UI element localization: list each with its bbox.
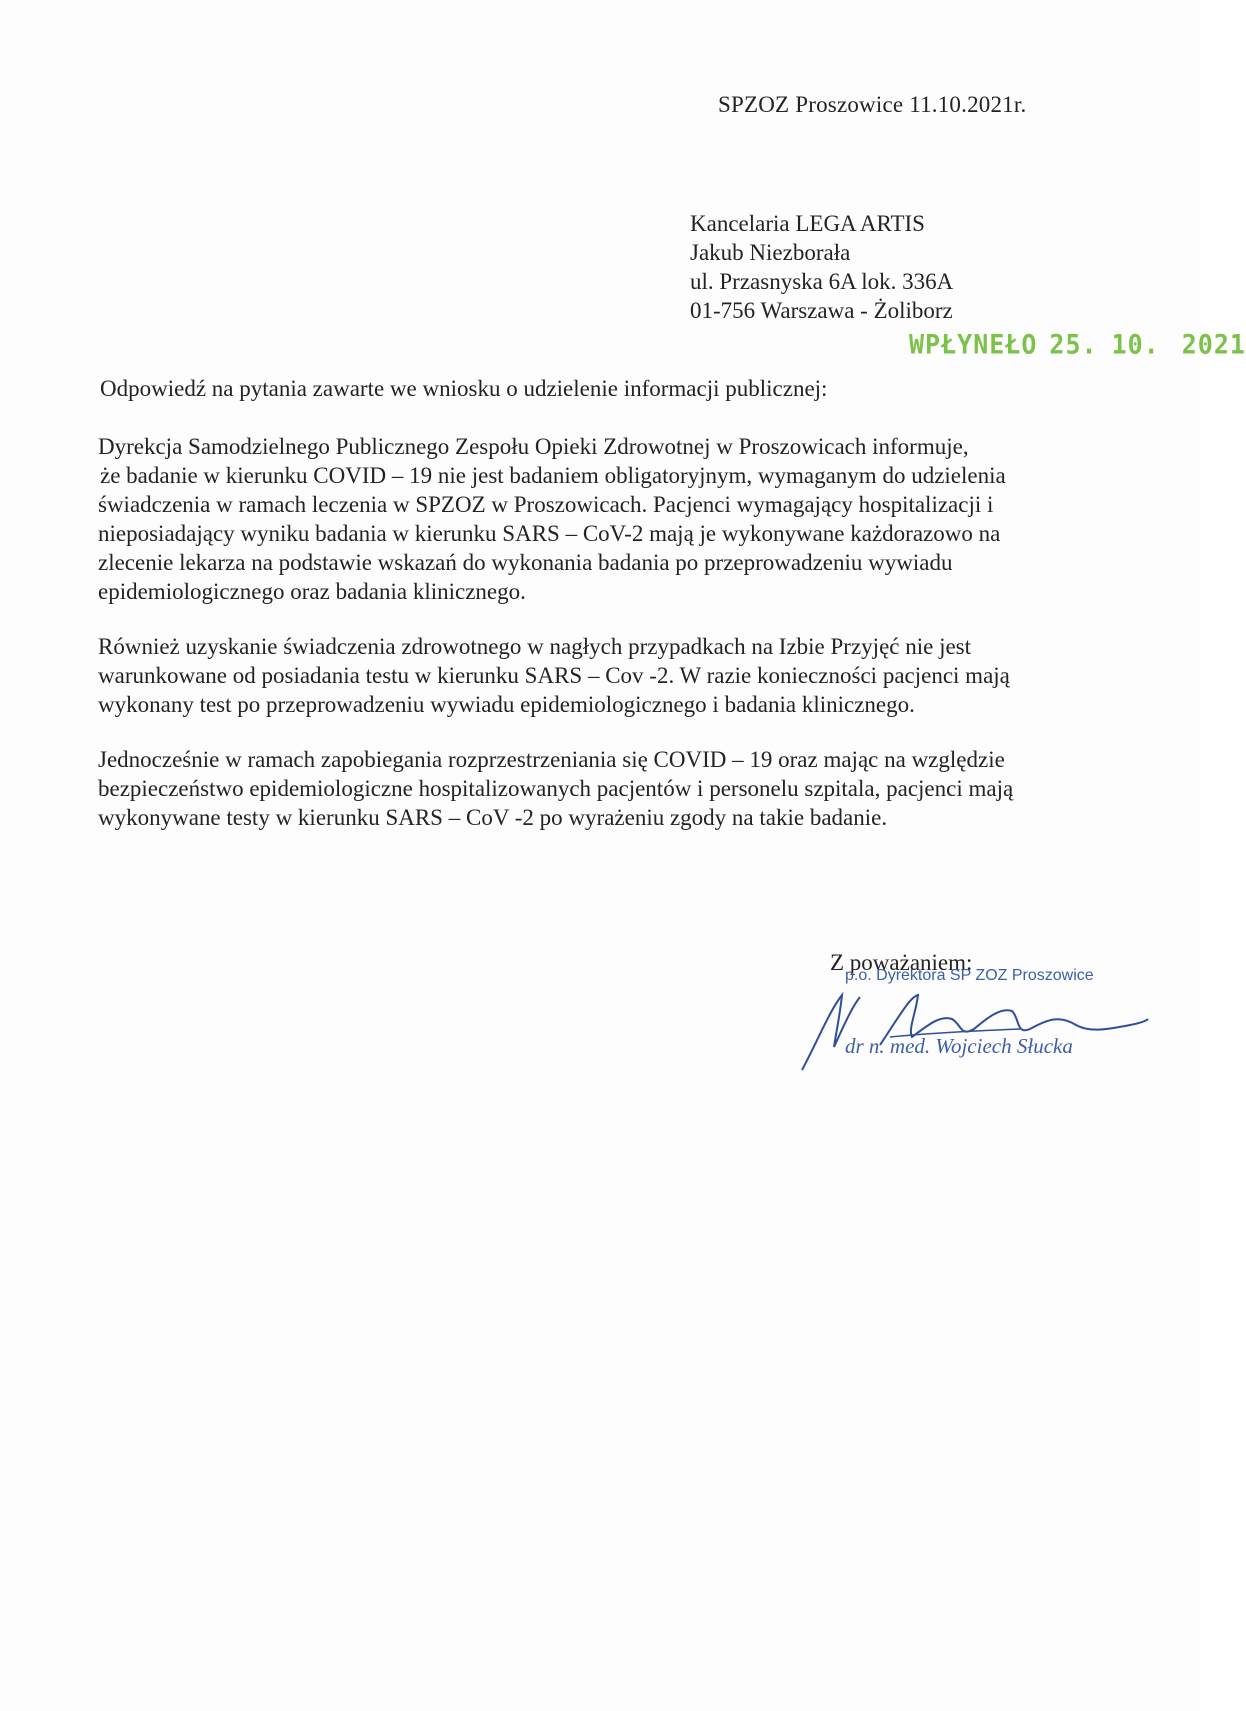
paragraph-line: Również uzyskanie świadczenia zdrowotnego w nagłych przypadkach na Izbie Przyjęć nie jest	[98, 634, 972, 659]
recipient-firm: Kancelaria LEGA ARTIS	[690, 211, 925, 236]
recipient-person: Jakub Niezborała	[690, 240, 851, 265]
paragraph-1	[98, 432, 1098, 606]
paragraph-line: świadczenia w ramach leczenia w SPZOZ w Proszowicach. Pacjenci wymagający hospitalizacji i	[98, 492, 994, 517]
paragraph-3	[98, 745, 1098, 832]
paragraph-line: bezpieczeństwo epidemiologiczne hospitalizowanych pacjentów i personelu szpitala, pacjenci mają	[98, 776, 1014, 801]
stamp-month: 10.	[1111, 329, 1160, 360]
place-and-date: SPZOZ Proszowice 11.10.2021r.	[718, 92, 1027, 117]
signature-stamp-title: p.o. Dyrektora SP ZOZ Proszowice	[845, 967, 1094, 984]
paragraph-line: wykonywane testy w kierunku SARS – CoV -2 po wyrażeniu zgody na takie badanie.	[98, 805, 888, 830]
stamp-label: WPŁYNEŁO	[909, 329, 1038, 360]
paragraph-line: Dyrekcja Samodzielnego Publicznego Zespołu Opieki Zdrowotnej w Proszowicach informuje,	[98, 434, 969, 459]
recipient-address	[690, 209, 953, 325]
handwritten-signature	[790, 985, 1150, 1075]
recipient-city: 01-756 Warszawa - Żoliborz	[690, 298, 953, 323]
paragraph-line: epidemiologicznego oraz badania klinicznego.	[98, 579, 526, 604]
stamp-year: 2021	[1181, 329, 1246, 360]
paragraph-line: nieposiadający wyniku badania w kierunku SARS – CoV-2 mają je wykonywane każdorazowo na	[98, 521, 1001, 546]
stamp-day: 25.	[1049, 329, 1098, 360]
paragraph-line: zlecenie lekarza na podstawie wskazań do wykonania badania po przeprowadzeniu wywiadu	[98, 550, 953, 575]
paragraph-line: warunkowane od posiadania testu w kierunku SARS – Cov -2. W razie konieczności pacjenci mają	[98, 663, 1010, 688]
received-stamp	[909, 329, 1246, 359]
recipient-street: ul. Przasnyska 6A lok. 336A	[690, 269, 954, 294]
paragraph-line: Jednocześnie w ramach zapobiegania rozprzestrzeniania się COVID – 19 oraz mając na względzie	[98, 747, 1005, 772]
paragraph-line: wykonany test po przeprowadzeniu wywiadu epidemiologicznego i badania klinicznego.	[98, 692, 915, 717]
letter-subject: Odpowiedź na pytania zawarte we wniosku o udzielenie informacji publicznej:	[100, 376, 828, 401]
signature-stamp-name: dr n. med. Wojciech Słucka	[845, 1034, 1073, 1058]
closing-salutation: Z poważaniem:	[830, 950, 973, 975]
paragraph-2	[98, 632, 1098, 719]
paragraph-line: że badanie w kierunku COVID – 19 nie jest badaniem obligatoryjnym, wymaganym do udzielenia	[100, 463, 1006, 488]
